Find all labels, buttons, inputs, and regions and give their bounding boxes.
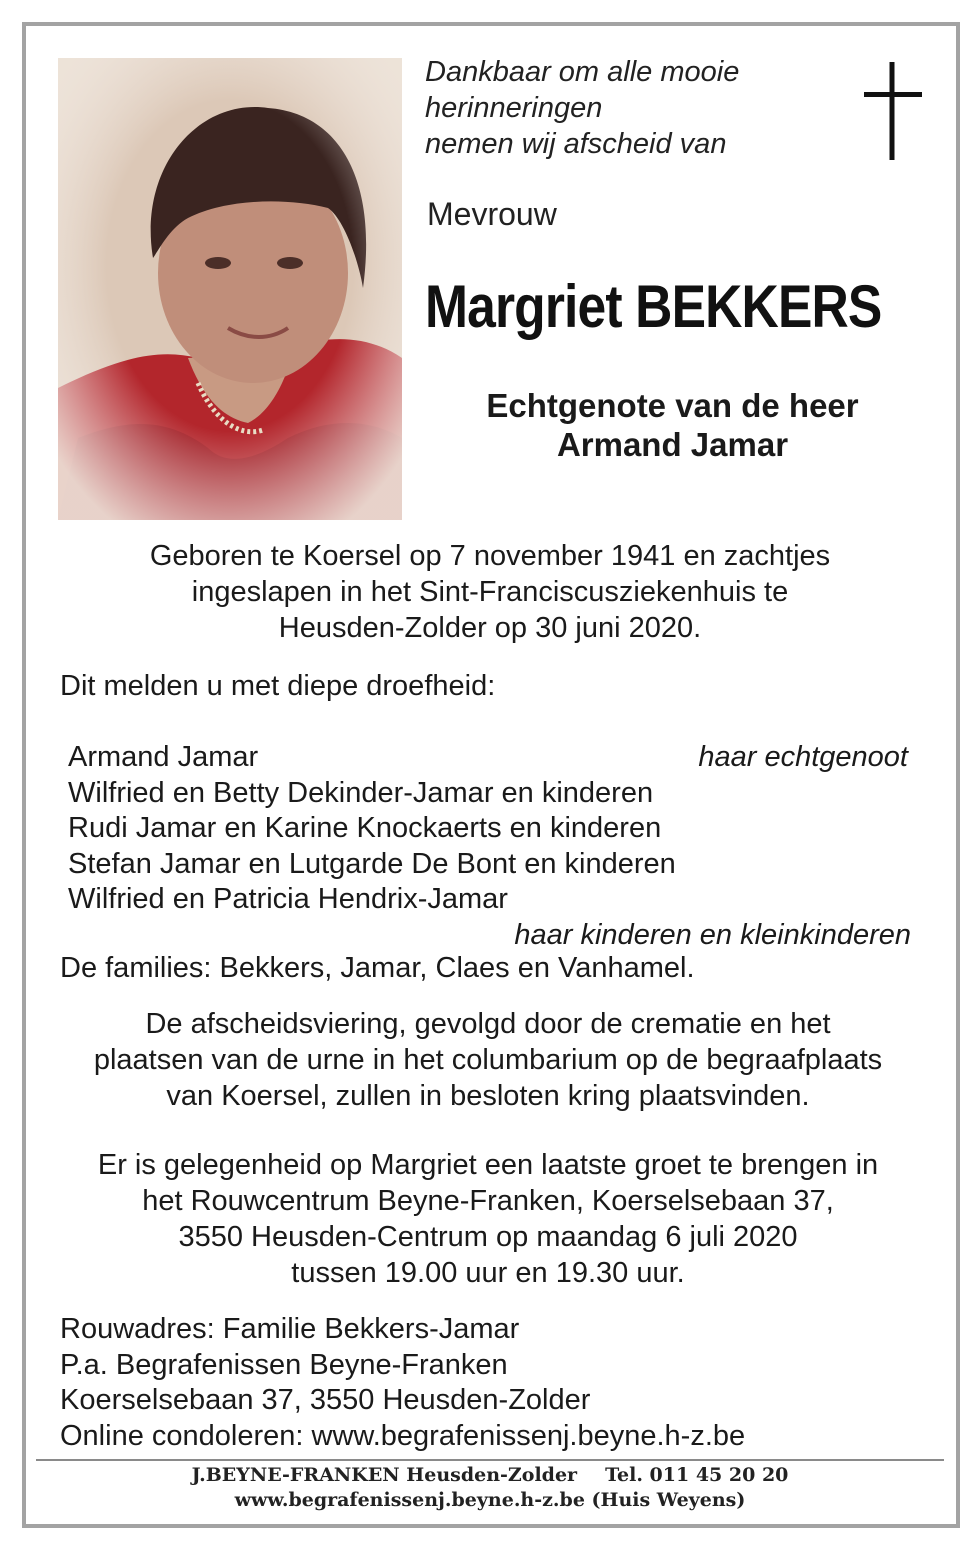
portrait-photo bbox=[58, 58, 402, 520]
ceremony-line: plaatsen van de urne in het columbarium op de begraafplaats bbox=[93, 1044, 883, 1076]
spouse-info bbox=[420, 386, 925, 464]
portrait-illustration bbox=[58, 58, 402, 520]
family-list bbox=[68, 740, 913, 953]
footer bbox=[36, 1463, 944, 1513]
family-member-name: Wilfried en Patricia Hendrix-Jamar bbox=[68, 883, 508, 915]
family-member-name: Wilfried en Betty Dekinder-Jamar en kinderen bbox=[68, 776, 654, 809]
visitation-line: tussen 19.00 uur en 19.30 uur. bbox=[291, 1257, 685, 1289]
visitation-line: 3550 Heusden-Centrum op maandag 6 juli 2020 bbox=[178, 1221, 798, 1253]
intro-text bbox=[425, 54, 845, 162]
footer-company: J.BEYNE-FRANKEN Heusden-Zolder bbox=[191, 1464, 578, 1486]
intro-line: nemen wij afscheid van bbox=[425, 128, 727, 160]
footer-divider bbox=[36, 1459, 944, 1461]
children-note-row bbox=[68, 918, 913, 954]
footer-line bbox=[36, 1463, 944, 1488]
ceremony-info bbox=[50, 1006, 926, 1114]
families-line: De families: Bekkers, Jamar, Claes en Vanhamel. bbox=[60, 952, 695, 984]
announcement: Dit melden u met diepe droefheid: bbox=[60, 670, 496, 702]
intro-line: Dankbaar om alle mooie bbox=[425, 56, 740, 88]
family-member-name: Stefan Jamar en Lutgarde De Bont en kinderen bbox=[68, 847, 676, 880]
children-note: haar kinderen en kleinkinderen bbox=[514, 918, 911, 951]
intro-line: herinneringen bbox=[425, 92, 603, 124]
address-line: Koerselsebaan 37, 3550 Heusden-Zolder bbox=[60, 1384, 591, 1416]
footer-phone: Tel. 011 45 20 20 bbox=[605, 1464, 789, 1486]
family-member bbox=[68, 740, 913, 776]
honorific: Mevrouw bbox=[427, 196, 557, 232]
family-member-name: Armand Jamar bbox=[68, 741, 259, 773]
ceremony-line: De afscheidsviering, gevolgd door de crematie en het bbox=[145, 1008, 831, 1040]
visitation-line: het Rouwcentrum Beyne-Franken, Koerselsebaan 37, bbox=[142, 1185, 834, 1217]
visitation-info bbox=[50, 1147, 926, 1291]
ceremony-line: van Koersel, zullen in besloten kring plaatsvinden. bbox=[166, 1080, 810, 1112]
spouse-line: Echtgenote van de heer bbox=[486, 387, 859, 424]
birth-death-line: Heusden-Zolder op 30 juni 2020. bbox=[278, 612, 702, 644]
address-line: Rouwadres: Familie Bekkers-Jamar bbox=[60, 1313, 520, 1345]
address-line: Online condoleren: www.begrafenissenj.beyne.h-z.be bbox=[60, 1419, 746, 1452]
footer-website: www.begrafenissenj.beyne.h-z.be (Huis Weyens) bbox=[234, 1489, 746, 1511]
family-member bbox=[68, 811, 913, 847]
birth-death-line: ingeslapen in het Sint-Franciscusziekenhuis te bbox=[191, 576, 789, 608]
cross-icon bbox=[864, 62, 922, 160]
mourning-address bbox=[60, 1312, 745, 1454]
address-line: P.a. Begrafenissen Beyne-Franken bbox=[60, 1348, 508, 1381]
spouse-line: Armand Jamar bbox=[556, 426, 789, 463]
birth-death-line: Geboren te Koersel op 7 november 1941 en zachtjes bbox=[149, 540, 831, 572]
visitation-line: Er is gelegenheid op Margriet een laatste groet te brengen in bbox=[97, 1149, 879, 1181]
family-member bbox=[68, 882, 913, 918]
birth-death-info bbox=[60, 538, 920, 646]
deceased-name: Margriet BEKKERS bbox=[425, 273, 882, 340]
family-member-name: Rudi Jamar en Karine Knockaerts en kinderen bbox=[68, 812, 662, 844]
family-member bbox=[68, 776, 913, 812]
family-member bbox=[68, 847, 913, 883]
family-member-role: haar echtgenoot bbox=[698, 741, 908, 773]
